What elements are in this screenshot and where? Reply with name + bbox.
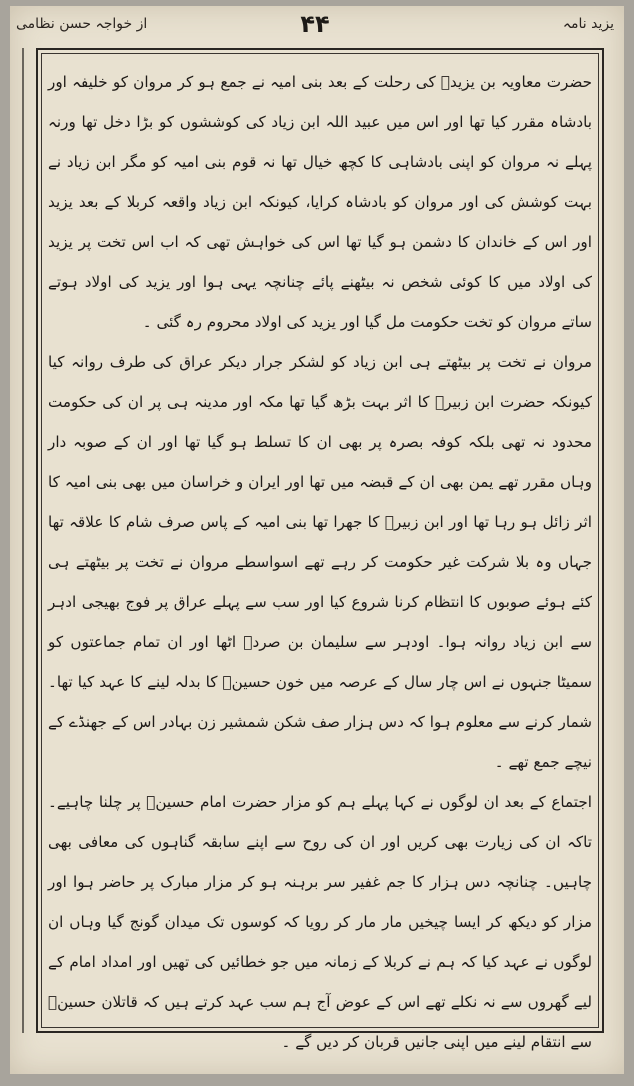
paragraph: حضرت معاویہ بن یزیدؓ کی رحلت کے بعد بنی امیہ نے جمع ہو کر مروان کو خلیفہ اور بادشاہ مقرر کیا تھا اور اس میں عبید اللہ ابن زیاد کی کوششوں کو بڑا دخل تھا ورنہ پہلے نہ مروان کو اپنی بادشاہی کا کچھ خیال تھا نہ قوم بنی امیہ کو مگر ابن زیاد نے بہت کوشش کی اور مروان کو بادشاہ کرایا، کیونکہ ابن زیاد واقعہ کربلا کے بعد یزید اور اس کے خاندان کا دشمن ہو گیا تھا اس کی خواہش تھی کہ اب اس تخت پر یزید کی اولاد میں کا کوئی شخص نہ بیٹھنے پائے چنانچہ یہی ہوا اور یزید کی اولاد ہوتے ساتے مروان کو تخت حکومت مل گیا اور یزید کی اولاد محروم رہ گئی ۔ <box>48 73 592 331</box>
paragraph: مروان نے تخت پر بیٹھتے ہی ابن زیاد کو لشکر جرار دیکر عراق کی طرف روانہ کیا کیونکہ حضرت ابن زبیرؓ کا اثر بہت بڑھ گیا تھا مکہ اور مدینہ ہی پر ان کی حکومت محدود نہ تھی بلکہ کوفہ بصرہ پر بھی ان کا تسلط ہو گیا تھا اور ان کے صوبہ دار وہاں مقرر تھے یمن بھی ان کے قبضہ میں تھا اور ایران و خراسان میں بھی بنی امیہ کا اثر زائل ہو رہا تھا اور ابن زبیرؓ کا جھرا تھا بنی امیہ کے پاس صرف شام کا علاقہ تھا جہاں وہ بلا شرکت غیر حکومت کر رہے تھے اسواسطے مروان نے تخت پر بیٹھتے ہی کئے ہوئے صوبوں کا انتظام کرنا شروع کیا اور سب سے پہلے عراق پر فوج بھیجی ادہر سے ابن زیاد روانہ ہوا۔ اودہر سے سلیمان بن صردؓ اٹھا اور ان تمام جماعتوں کو سمیٹا جنہوں نے اس چار سال کے عرصہ میں خون حسینؓ کا بدلہ لینے کا عہد کیا تھا۔ شمار کرنے سے معلوم ہوا کہ دس ہزار صف شکن شمشیر زن بہادر اس کے جھنڈے کے نیچے جمع تھے ۔ <box>48 353 592 771</box>
page-header <box>16 10 614 46</box>
body-text <box>48 62 592 1062</box>
page-number: ۴۴ <box>300 10 330 38</box>
running-title: یزید نامہ <box>562 16 614 32</box>
scanned-page <box>10 6 624 1074</box>
paragraph: اجتماع کے بعد ان لوگوں نے کہا پہلے ہم کو مزار حضرت امام حسینؓ پر چلنا چاہیے۔ تاکہ ان کی زیارت بھی کریں اور ان کی روح سے اپنے سابقہ گناہوں کی معافی بھی چاہیں۔ چنانچہ دس ہزار کا جم غفیر سر برہنہ ہو کر مزار مبارک پر حاضر ہوا اور مزار کو دیکھ کر ایسا چیخیں مار مار کر رویا کہ کوسوں تک میدان گونج گیا وہاں ان لوگوں نے عہد کیا کہ ہم نے کربلا کے زمانہ میں جو خطائیں کی تھیں اور امداد امام کے لیے گھروں سے نہ نکلے تھے اس کے عوض آج ہم سب عہد کرتے ہیں کہ قاتلان حسینؓ سے انتقام لینے میں اپنی جانیں قربان کر دیں گے ۔ <box>48 793 592 1051</box>
text-frame <box>36 48 604 1051</box>
author-credit: از خواجہ حسن نظامی <box>16 16 148 32</box>
margin-rule <box>22 48 24 1033</box>
